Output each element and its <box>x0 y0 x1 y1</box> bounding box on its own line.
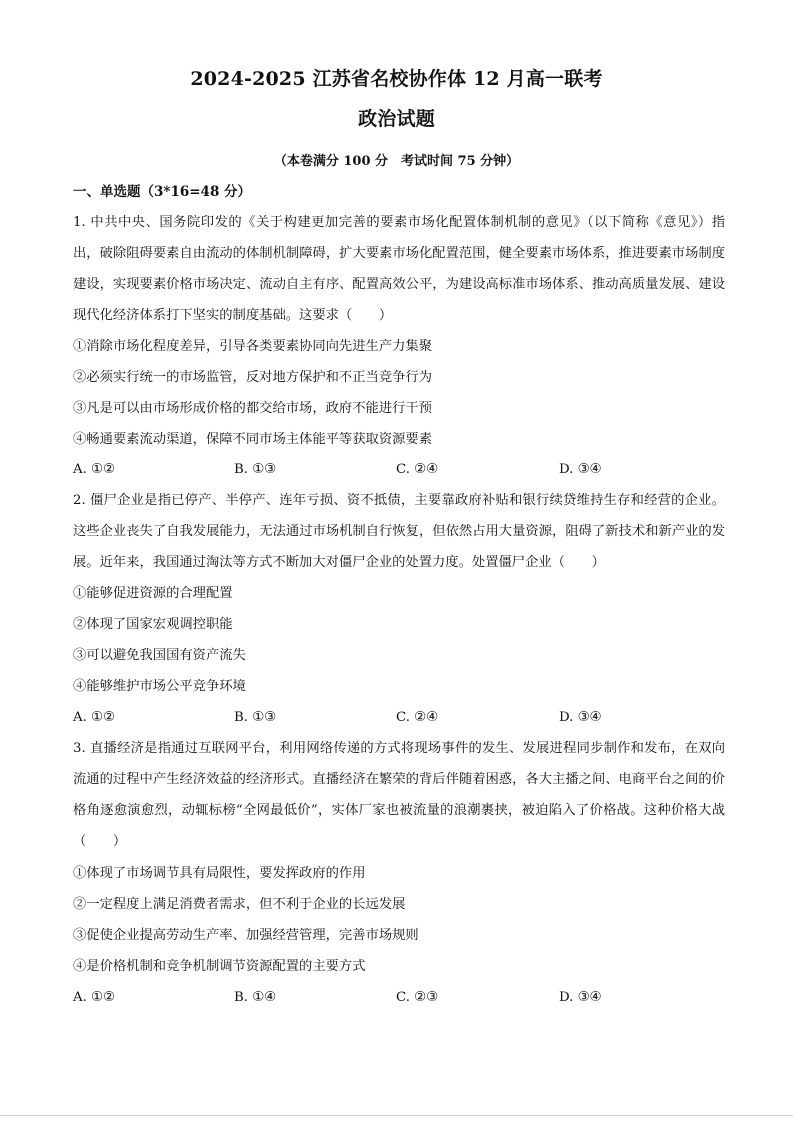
question-3-option: ②一定程度上满足消费者需求，但不利于企业的长远发展 <box>73 897 406 912</box>
question-3-option: ④是价格机制和竞争机制调节资源配置的主要方式 <box>73 959 366 974</box>
exam-title: 2024-2025 江苏省名校协作体 12 月高一联考 <box>190 68 603 90</box>
subject-title: 政治试题 <box>358 108 435 130</box>
choice-a[interactable]: A. ①② <box>73 462 115 477</box>
question-1-option: ②必须实行统一的市场监管，反对地方保护和不正当竞争行为 <box>73 370 433 385</box>
question-1-stem: 1. 中共中央、国务院印发的《关于构建更加完善的要素市场化配置体制机制的意见》（以下简称《意见》）指出，破除阻碍要素自由流动的体制机制障碍，扩大要素市场化配置范围，健全要素市场体系，推进要素市场制度建设，实现要素价格市场决定、流动自主有序、配置高效公平，为建设高标准市场体系、推动高质量发展、建设现代化经济体系打下坚实的制度基础。这要求（ ） <box>73 215 725 323</box>
exam-info: （本卷满分 100 分 考试时间 75 分钟） <box>273 154 520 169</box>
question-2-option: ②体现了国家宏观调控职能 <box>73 617 233 632</box>
question-1-choices <box>73 460 725 480</box>
question-3-stem: 3. 直播经济是指通过互联网平台，利用网络传递的方式将现场事件的发生、发展进程同步制作和发布，在双向流通的过程中产生经济效益的经济形式。直播经济在繁荣的背后伴随着困惑，各大主播之间、电商平台之间的价格角逐愈演愈烈，动辄标榜“全网最低价”，实体厂家也被流量的浪潮裹挟，被迫陷入了价格战。这种价格大战（ ） <box>73 741 725 849</box>
question-2-choices <box>73 708 725 728</box>
question-3-option: ③促使企业提高劳动生产率、加强经营管理，完善市场规则 <box>73 928 419 943</box>
choice-d[interactable]: D. ③④ <box>559 710 602 725</box>
choice-c[interactable]: C. ②④ <box>396 710 438 725</box>
question-2-option: ③可以避免我国国有资产流失 <box>73 648 246 663</box>
question-2-option: ④能够维护市场公平竞争环境 <box>73 679 246 694</box>
question-3-choices <box>73 988 725 1008</box>
choice-b[interactable]: B. ①③ <box>234 462 277 477</box>
choice-d[interactable]: D. ③④ <box>559 462 602 477</box>
question-1-option: ①消除市场化程度差异，引导各类要素协同向先进生产力集聚 <box>73 339 433 354</box>
question-3-option: ①体现了市场调节具有局限性，要发挥政府的作用 <box>73 866 366 881</box>
section-heading: 一、单选题（3*16=48 分） <box>73 184 252 200</box>
choice-c[interactable]: C. ②④ <box>396 462 438 477</box>
choice-a[interactable]: A. ①② <box>73 990 115 1005</box>
question-1-option: ③凡是可以由市场形成价格的都交给市场，政府不能进行干预 <box>73 401 433 416</box>
question-2-option: ①能够促进资源的合理配置 <box>73 586 233 601</box>
page-footer-divider <box>0 1115 793 1116</box>
choice-a[interactable]: A. ①② <box>73 710 115 725</box>
choice-b[interactable]: B. ①③ <box>234 710 277 725</box>
choice-b[interactable]: B. ①④ <box>234 990 277 1005</box>
choice-d[interactable]: D. ③④ <box>559 990 602 1005</box>
choice-c[interactable]: C. ②③ <box>396 990 438 1005</box>
question-1-option: ④畅通要素流动渠道，保障不同市场主体能平等获取资源要素 <box>73 432 433 447</box>
question-2-stem: 2. 僵尸企业是指已停产、半停产、连年亏损、资不抵债，主要靠政府补贴和银行续贷维持生存和经营的企业。这些企业丧失了自我发展能力，无法通过市场机制自行恢复，但依然占用大量资源，阻碍了新技术和新产业的发展。近年来，我国通过淘汰等方式不断加大对僵尸企业的处置力度。处置僵尸企业（ ） <box>73 493 725 570</box>
